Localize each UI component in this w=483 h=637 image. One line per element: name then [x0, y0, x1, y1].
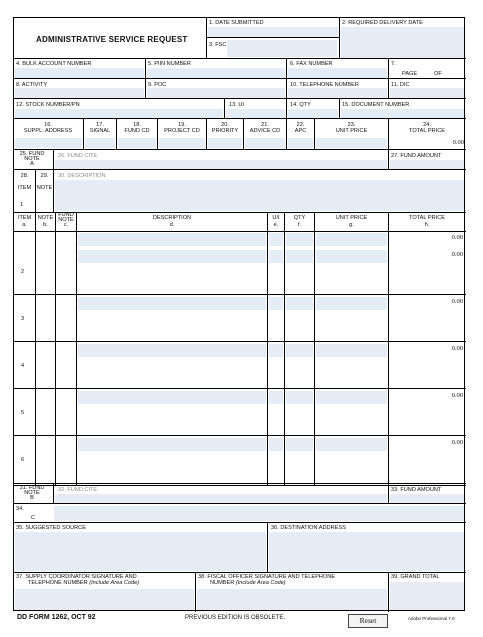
row-34-field[interactable]	[54, 506, 464, 521]
reset-button[interactable]: Reset	[348, 614, 388, 628]
fax-field[interactable]	[288, 68, 387, 78]
ui-cell	[225, 99, 287, 119]
fund-amount-b-cell	[389, 483, 466, 504]
piin-cell	[146, 59, 287, 79]
qty-field[interactable]	[288, 109, 338, 118]
grand-total-label: 39. GRAND TOTAL	[391, 574, 440, 580]
priority-label: 20. PRIORITY	[211, 122, 239, 134]
row-ui-field[interactable]	[269, 391, 283, 404]
unit-price-field[interactable]	[316, 138, 387, 148]
description-30-field[interactable]	[55, 180, 464, 211]
row-3-description	[77, 295, 268, 342]
apc-field[interactable]	[288, 138, 313, 148]
required-delivery-field[interactable]	[341, 27, 464, 58]
item-label: 28. ITEM	[17, 173, 32, 191]
row-34-label: 34.	[16, 506, 24, 512]
row-3-qty	[285, 295, 315, 342]
form-title: ADMINISTRATIVE SERVICE REQUEST	[36, 35, 188, 44]
row-3-total	[389, 295, 466, 342]
row-item-number: 5	[21, 410, 25, 416]
row-qty-field[interactable]	[286, 391, 313, 404]
row-4-qty	[285, 342, 315, 389]
row-item-number: 2	[21, 269, 25, 275]
fund-amount-b-field[interactable]	[390, 494, 464, 503]
row-1-fund-note	[56, 232, 77, 248]
fund-note-a-cell	[14, 150, 54, 170]
row-item-number: 6	[21, 457, 25, 463]
stock-cell	[14, 99, 225, 119]
unit-price-label: 23. UNIT PRICE	[335, 122, 368, 134]
total-price-cell	[389, 119, 466, 150]
supply-address-label: 16. SUPPL. ADDRESS	[23, 122, 73, 134]
fund-cite-a-cell	[54, 150, 389, 170]
project-cd-cell	[158, 119, 207, 150]
qty-cell	[287, 99, 340, 119]
telephone-label: 10. TELEPHONE NUMBER	[290, 82, 359, 88]
row-6-ui	[268, 436, 285, 486]
fund-cite-b-cell	[54, 483, 389, 504]
page-cell	[389, 59, 466, 79]
supply-signature-cell	[14, 573, 196, 612]
row-ui-field[interactable]	[269, 297, 283, 310]
priority-field[interactable]	[208, 138, 242, 148]
suggested-source-field[interactable]	[15, 532, 266, 571]
ui-field[interactable]	[226, 109, 285, 118]
document-label: 15. DOCUMENT NUMBER	[342, 102, 410, 108]
priority-cell	[207, 119, 244, 150]
row-5-unit-price	[315, 389, 389, 436]
stock-field[interactable]	[15, 109, 223, 118]
of-word: OF	[434, 71, 442, 77]
row-3-note	[36, 295, 56, 342]
piin-field[interactable]	[147, 68, 285, 78]
row-ui-field[interactable]	[269, 438, 283, 451]
th-qty: QTY f.	[285, 213, 315, 232]
piin-label: 5. PIIN NUMBER	[148, 61, 191, 67]
poc-label: 9. POC	[148, 82, 167, 88]
row-3-item	[14, 295, 36, 342]
row-2-unit-price	[315, 248, 389, 295]
row-total-value[interactable]: 0.00	[451, 345, 463, 352]
row-2-ui	[268, 248, 285, 295]
row-3-ui	[268, 295, 285, 342]
fund-cite-a-field[interactable]	[55, 160, 387, 169]
th-note: NOTE b.	[36, 213, 56, 232]
row-unit-price-field[interactable]	[316, 438, 387, 451]
row-4-description	[77, 342, 268, 389]
advice-cd-field[interactable]	[245, 138, 285, 148]
th-ui: U/I e.	[268, 213, 285, 232]
apc-cell	[287, 119, 315, 150]
row-2-fund-note	[56, 248, 77, 295]
fund-amount-a-field[interactable]	[390, 160, 464, 169]
note-col-cell	[36, 170, 54, 213]
row-1-ui	[268, 232, 285, 248]
row-34-letter: C	[31, 515, 36, 521]
activity-field[interactable]	[15, 88, 144, 98]
fund-cite-a-label: 26. FUND CITE	[58, 153, 98, 159]
destination-cell	[268, 523, 466, 573]
fund-cd-label: 18. FUND CD	[124, 122, 150, 134]
dic-cell	[389, 79, 466, 99]
row-1-qty	[285, 232, 315, 248]
ui-label: 13. UI	[229, 102, 244, 108]
apc-label: 22. APC	[294, 122, 307, 134]
row-1-total-value[interactable]: 0.00	[451, 234, 463, 241]
document-cell	[340, 99, 466, 119]
th-description: DESCRIPTION d.	[77, 213, 268, 232]
row-unit-price-field[interactable]	[316, 344, 387, 357]
destination-label: 36. DESTINATION ADDRESS	[271, 525, 346, 531]
qty-label: 14. QTY	[290, 102, 311, 108]
row-qty-field[interactable]	[286, 438, 313, 451]
dic-label: 11. DIC	[391, 82, 410, 88]
row-unit-price-field[interactable]	[316, 297, 387, 310]
row-total-value[interactable]: 0.00	[451, 392, 463, 399]
row-4-ui	[268, 342, 285, 389]
row-4-fund-note	[56, 342, 77, 389]
row-description-field[interactable]	[78, 297, 266, 310]
row-6-unit-price	[315, 436, 389, 486]
th-total-price: TOTAL PRICE h.	[389, 213, 466, 232]
bulk-account-label: 4. BULK ACCOUNT NUMBER	[16, 61, 92, 67]
row-6-note	[36, 436, 56, 486]
row-6-qty	[285, 436, 315, 486]
stock-label: 12. STOCK NUMBER/PN	[16, 102, 80, 108]
row-1-total	[389, 232, 466, 248]
dic-field[interactable]	[390, 88, 464, 98]
document-field[interactable]	[341, 109, 464, 118]
page-number-label: 7.	[391, 61, 396, 67]
row-4-note	[36, 342, 56, 389]
row-1-description	[77, 232, 268, 248]
th-unit-price: UNIT PRICE g.	[315, 213, 389, 232]
row-qty-field[interactable]	[286, 297, 313, 310]
telephone-cell	[287, 79, 389, 99]
row-2-item	[14, 248, 36, 295]
row-3-unit-price	[315, 295, 389, 342]
row-2-qty	[285, 248, 315, 295]
row-5-fund-note	[56, 389, 77, 436]
row-description-field[interactable]	[78, 250, 266, 263]
fax-label: 6. FAX NUMBER	[290, 61, 333, 67]
row-1-note	[36, 232, 56, 248]
item-col-cell	[14, 170, 36, 213]
row-5-qty	[285, 389, 315, 436]
row-qty-field[interactable]	[286, 344, 313, 357]
row-description-field[interactable]	[78, 438, 266, 451]
row-description-field[interactable]	[78, 391, 266, 404]
supply-signature-label-2: TELEPHONE NUMBER (Include Area Code)	[28, 580, 140, 586]
required-delivery-label: 2. REQUIRED DELIVERY DATE	[342, 20, 423, 26]
bulk-account-cell	[14, 59, 146, 79]
fsc-field[interactable]	[227, 40, 337, 57]
date-submitted-label: 1. DATE SUBMITTED	[209, 20, 264, 26]
row-qty-field[interactable]	[286, 250, 313, 263]
row-total-value[interactable]: 0.00	[451, 298, 463, 305]
row-3-fund-note	[56, 295, 77, 342]
row-description-field[interactable]	[78, 344, 266, 357]
edition-note: PREVIOUS EDITION IS OBSOLETE.	[185, 615, 286, 621]
row-ui-field[interactable]	[269, 250, 283, 263]
row-total-value[interactable]: 0.00	[451, 251, 463, 258]
row-6-total	[389, 436, 466, 486]
signal-cell	[84, 119, 117, 150]
row-5-description	[77, 389, 268, 436]
row-unit-price-field[interactable]	[316, 250, 387, 263]
form-id: DD FORM 1262, OCT 92	[17, 614, 96, 621]
total-price-label: 24. TOTAL PRICE	[409, 122, 445, 134]
row-ui-field[interactable]	[269, 344, 283, 357]
row-6-item	[14, 436, 36, 486]
row-5-total	[389, 389, 466, 436]
activity-cell	[14, 79, 146, 99]
row-5-item	[14, 389, 36, 436]
description-30-cell	[54, 170, 466, 213]
project-cd-field[interactable]	[159, 138, 205, 148]
row-5-ui	[268, 389, 285, 436]
advice-cd-label: 21. ADVICE CD	[249, 122, 281, 134]
date-submitted-field[interactable]	[208, 27, 338, 37]
row-2-total	[389, 248, 466, 295]
row-6-fund-note	[56, 436, 77, 486]
fund-cite-b-field[interactable]	[55, 494, 387, 503]
title-cell	[14, 18, 207, 59]
row-2-note	[36, 248, 56, 295]
fsc-cell	[207, 38, 340, 59]
activity-label: 8. ACTIVITY	[16, 82, 48, 88]
row-unit-price-field[interactable]	[316, 391, 387, 404]
row-4-item	[14, 342, 36, 389]
poc-field[interactable]	[147, 88, 285, 98]
row-4-unit-price	[315, 342, 389, 389]
fiscal-signature-field[interactable]	[197, 589, 387, 610]
fund-cd-field[interactable]	[118, 138, 156, 148]
row-one-number: 1	[20, 202, 24, 208]
grand-total-field[interactable]	[390, 582, 464, 610]
unit-price-cell	[315, 119, 389, 150]
description-30-label: 30. DESCRIPTION	[58, 173, 106, 179]
fund-note-b-label: 31. FUND NOTE B	[19, 485, 45, 501]
bulk-account-field[interactable]	[15, 68, 144, 78]
row-1-unit-price	[315, 232, 389, 248]
project-cd-label: 19. PROJECT CD	[164, 122, 200, 134]
row-total-value[interactable]: 0.00	[451, 439, 463, 446]
suggested-source-label: 35. SUGGESTED SOURCE	[16, 525, 86, 531]
required-delivery-cell	[340, 18, 466, 59]
fund-cd-cell	[117, 119, 158, 150]
signal-label: 17. SIGNAL	[89, 122, 111, 134]
row-4-total	[389, 342, 466, 389]
fiscal-signature-label-1: 38. FISCAL OFFICER SIGNATURE AND TELEPHONE	[198, 574, 335, 580]
telephone-field[interactable]	[288, 88, 387, 98]
poc-cell	[146, 79, 287, 99]
row-6-description	[77, 436, 268, 486]
advice-cd-cell	[244, 119, 287, 150]
th-item: ITEM a.	[14, 213, 36, 232]
fund-amount-a-label: 27. FUND AMOUNT	[391, 153, 442, 159]
row-34-cell	[14, 504, 466, 523]
fund-cite-b-label: 32. FUND CITE	[58, 487, 98, 493]
supply-address-cell	[14, 119, 84, 150]
row-1-item	[14, 232, 36, 248]
grand-total-cell	[389, 573, 466, 612]
fiscal-signature-cell	[196, 573, 389, 612]
th-fund-note: FUND NOTE c.	[56, 213, 77, 232]
signal-field[interactable]	[85, 138, 115, 148]
note-label: 29. NOTE	[36, 173, 53, 191]
fiscal-signature-label-2: NUMBER (Include Area Code)	[210, 580, 286, 586]
fund-note-a-label: 25. FUND NOTE A	[19, 151, 45, 167]
destination-field[interactable]	[269, 532, 464, 571]
date-submitted-cell	[207, 18, 340, 38]
row-item-number: 4	[21, 363, 25, 369]
row-5-note	[36, 389, 56, 436]
row-2-description	[77, 248, 268, 295]
supply-signature-field[interactable]	[15, 589, 194, 610]
supply-address-field[interactable]	[15, 138, 82, 148]
service-request-form	[13, 17, 465, 611]
adobe-note: Adobe Professional 7.0	[408, 616, 455, 621]
fax-cell	[287, 59, 389, 79]
fund-amount-a-cell	[389, 150, 466, 170]
suggested-source-cell	[14, 523, 268, 573]
total-price-value[interactable]: 0.00	[452, 139, 464, 146]
supply-signature-label-1: 37. SUPPLY COORDINATOR SIGNATURE AND	[16, 574, 137, 580]
fsc-label: 3. FSC	[209, 42, 227, 48]
row-item-number: 3	[21, 316, 25, 322]
page-word: PAGE	[402, 71, 418, 77]
fund-note-b-cell	[14, 483, 54, 504]
fund-amount-b-label: 33. FUND AMOUNT	[391, 487, 442, 493]
